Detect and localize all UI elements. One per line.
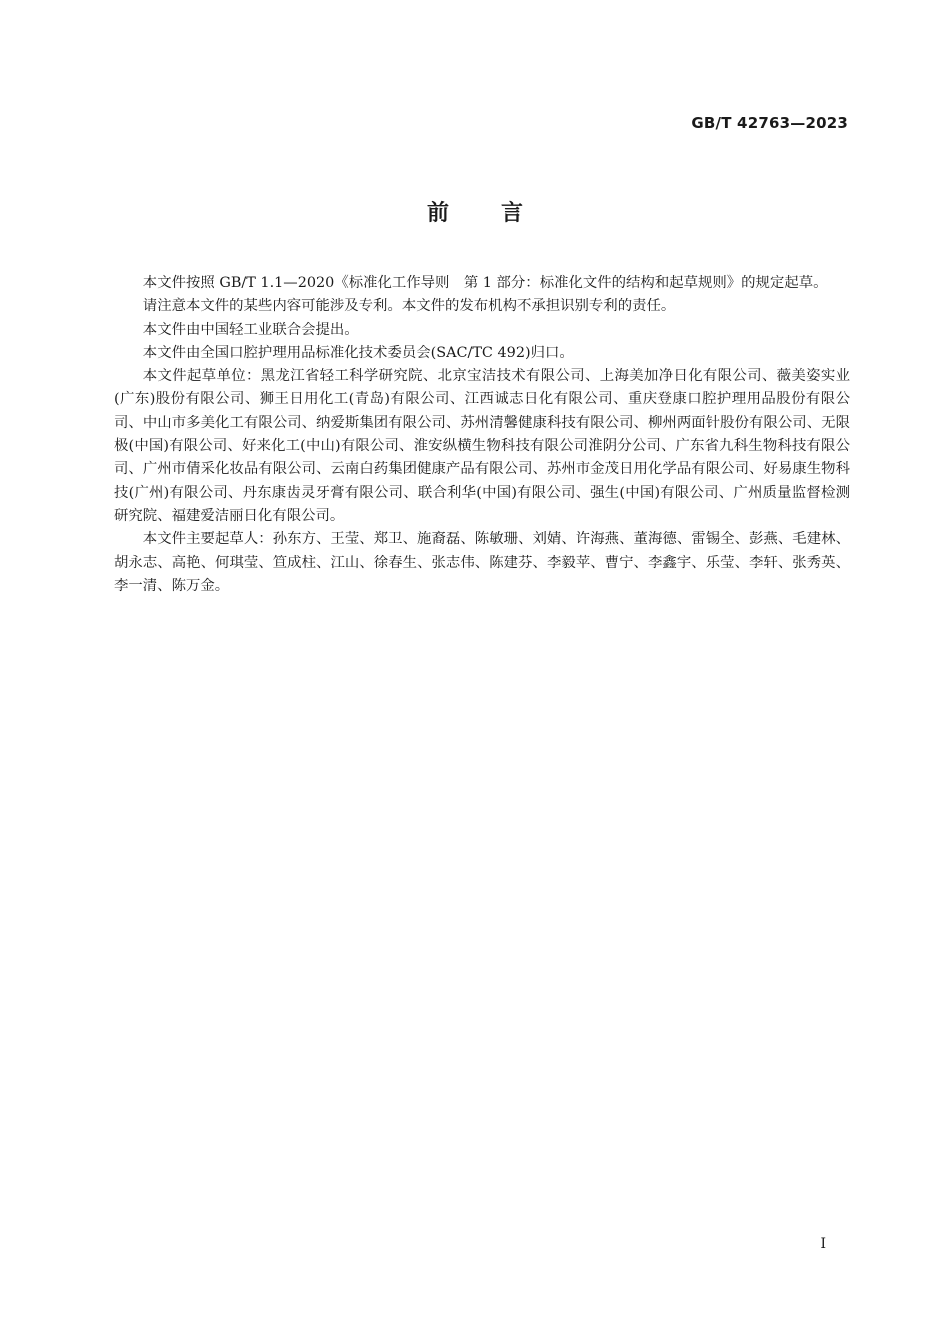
paragraph-committee: 本文件由全国口腔护理用品标准化技术委员会(SAC/TC 492)归口。 [142,344,574,361]
page-title: 前言 [426,201,575,226]
standard-code: GB/T 42763—2023 [691,114,848,132]
page-number: I [820,1236,826,1252]
paragraph-drafting-units: 本文件起草单位：黑龙江省轻工科学研究院、北京宝洁技术有限公司、上海美加净日化有限公司、薇美姿实业(广东)股份有限公司、狮王日用化工(青岛)有限公司、江西诚志日化有限公司、重庆登康口腔护理用品股份有限公司、中山市多美化工有限公司、纳爱斯集团有限公司、苏州清馨健康科技有限公司、柳州两面针股份有限公司、无限极(中国)有限公司、好来化工(中山)有限公司、淮安纵横生物科技有限公司淮阴分公司、广东省九科生物科技有限公司、广州市倩采化妆品有限公司、云南白药集团健康产品有限公司、苏州市金茂日用化学品有限公司、好易康生物科技(广州)有限公司、丹东康齿灵牙膏有限公司、联合利华(中国)有限公司、强生(中国)有限公司、广州质量监督检测研究院、福建爱洁丽日化有限公司。 [114,368,850,524]
paragraph-proposer: 本文件由中国轻工业联合会提出。 [142,321,359,338]
foreword-body [114,272,850,598]
paragraph-drafting-rules: 本文件按照 GB/T 1.1—2020《标准化工作导则 第 1 部分：标准化文件的结构和起草规则》的规定起草。 [142,275,828,291]
paragraph-drafters: 本文件主要起草人：孙东方、王莹、郑卫、施裔磊、陈敏珊、刘婧、许海燕、董海德、雷锡全、彭燕、毛建林、胡永志、高艳、何琪莹、笪成柱、江山、徐春生、张志伟、陈建芬、李毅苹、曹宁、李鑫宇、乐莹、李轩、张秀英、李一清、陈万金。 [114,531,850,594]
paragraph-patent-notice: 请注意本文件的某些内容可能涉及专利。本文件的发布机构不承担识别专利的责任。 [142,298,676,315]
